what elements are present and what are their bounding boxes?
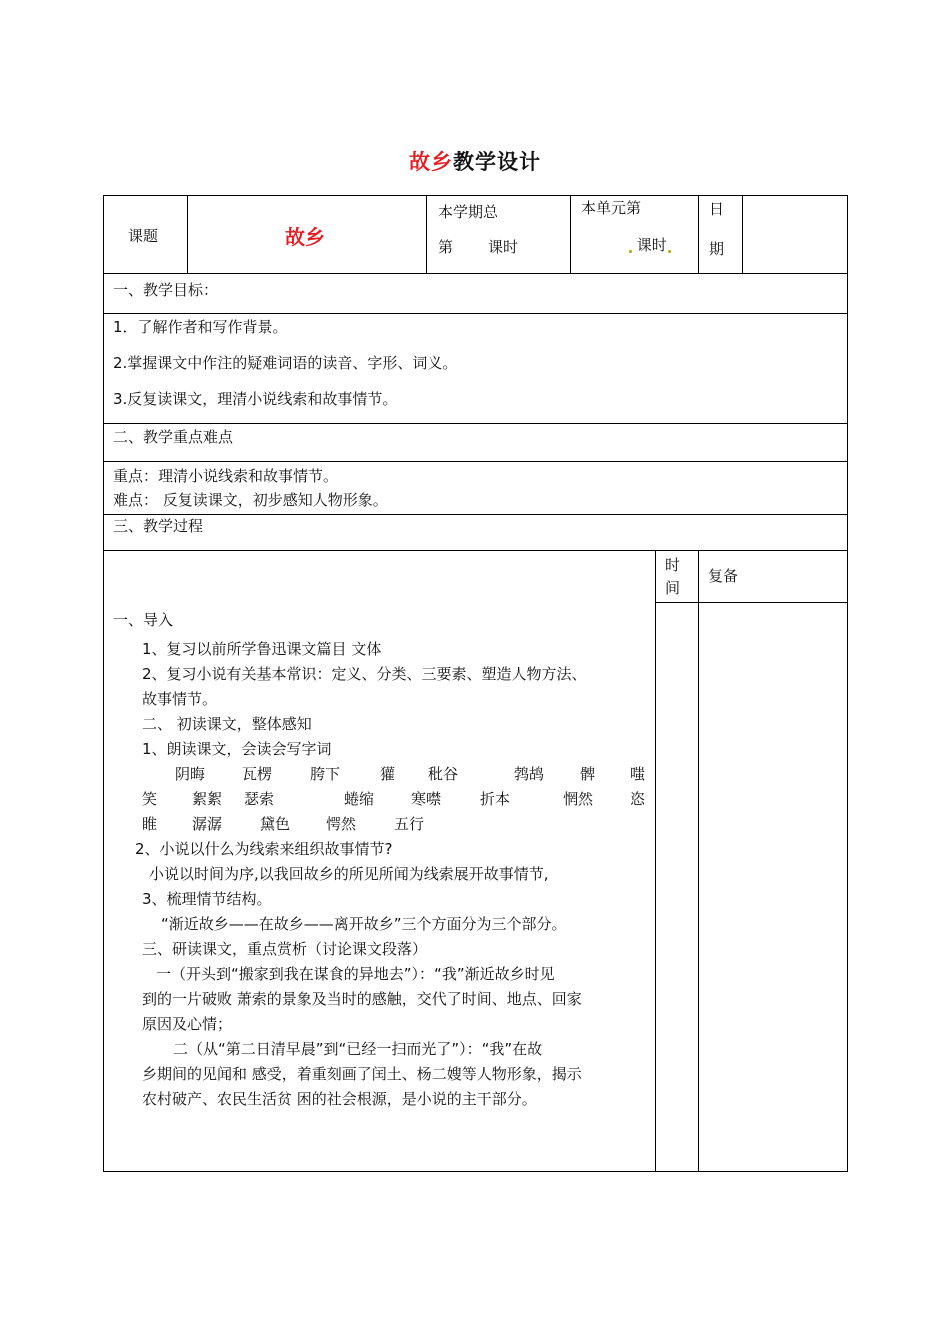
word-item: 折本 <box>480 790 511 808</box>
focus-heading: 二、教学重点难点 <box>113 428 234 446</box>
word-item: 愕然 <box>326 815 357 833</box>
unit-class-label: 课时 <box>628 238 671 253</box>
row-divider <box>104 423 847 424</box>
focus-difficulty: 难点： 反复读课文，初步感知人物形象。 <box>113 491 388 509</box>
time-col-label-2: 间 <box>665 579 681 597</box>
word-item: 鹁鸪 <box>514 765 545 783</box>
goal-item-2: 2.掌握课文中作注的疑难词语的读音、字形、词义。 <box>113 354 458 372</box>
process-line: 乡期间的见闻和 感受，着重刻画了闰土、杨二嫂等人物形象，揭示 <box>142 1065 582 1083</box>
word-item: 絮絮 <box>192 790 223 808</box>
col-divider <box>570 196 571 273</box>
document-title <box>0 146 950 176</box>
word-item: 潺潺 <box>192 815 223 833</box>
lesson-plan-table <box>103 195 848 1172</box>
word-item: 瓦楞 <box>242 765 273 783</box>
mark-dot <box>668 250 671 253</box>
word-item: 五行 <box>394 815 425 833</box>
word-item: 惘然 <box>563 790 594 808</box>
process-line: “渐近故乡——在故乡——离开故乡”三个方面分为三个部分。 <box>161 915 567 933</box>
word-item: 寒噤 <box>411 790 442 808</box>
word-item: 胯下 <box>310 765 341 783</box>
col-divider <box>698 550 699 1171</box>
col-divider <box>187 196 188 273</box>
row-divider <box>104 514 847 515</box>
word-item: 秕谷 <box>428 765 459 783</box>
date-label-2: 期 <box>709 240 725 258</box>
row-divider <box>104 273 847 274</box>
word-item: 笑 <box>142 790 158 808</box>
word-item: 嗤 <box>630 765 646 783</box>
process-line: 故事情节。 <box>142 690 218 708</box>
process-line: 1、朗读课文，会读会写字词 <box>142 740 332 758</box>
unit-label: 本单元第 <box>581 199 642 217</box>
title-rest-part: 教学设计 <box>453 150 541 174</box>
goals-heading: 一、教学目标： <box>113 281 219 299</box>
word-row-3 <box>104 817 654 835</box>
word-item: 阴晦 <box>175 765 206 783</box>
word-item: 瑟索 <box>244 790 275 808</box>
col-divider <box>655 550 656 1171</box>
process-line: 农村破产、农民生活贫 困的社会根源，是小说的主干部分。 <box>142 1090 537 1108</box>
word-row-2 <box>104 792 654 810</box>
word-item: 黛色 <box>260 815 291 833</box>
time-col-label-1: 时 <box>665 556 681 574</box>
row-divider <box>104 461 847 462</box>
word-row-1 <box>104 767 654 785</box>
goal-item-1: 1．了解作者和写作背景。 <box>113 318 288 336</box>
semester-total-label: 本学期总 <box>438 203 499 221</box>
process-line: 1、复习以前所学鲁迅课文篇目 文体 <box>142 640 382 658</box>
semester-class-label: 课时 <box>488 238 519 256</box>
col-divider <box>698 196 699 273</box>
process-line: 原因及心情； <box>142 1015 233 1033</box>
keti-value: 故乡 <box>285 225 325 249</box>
row-divider <box>104 313 847 314</box>
process-line: 小说以时间为序,以我回故乡的所见所闻为线索展开故事情节, <box>149 865 549 883</box>
row-divider <box>104 550 847 551</box>
process-line: 2、小说以什么为线索来组织故事情节? <box>135 840 393 858</box>
word-item: 睢 <box>142 815 158 833</box>
row-divider <box>655 602 848 603</box>
process-line: 一（开头到“搬家到我在谋食的异地去”）：“我”渐近故乡时见 <box>156 965 555 983</box>
review-col-label: 复备 <box>708 567 739 585</box>
process-line: 2、复习小说有关基本常识：定义、分类、三要素、塑造人物方法、 <box>142 665 587 683</box>
title-red-part: 故乡 <box>409 150 453 174</box>
word-item: 蜷缩 <box>344 790 375 808</box>
semester-di-label: 第 <box>438 238 454 256</box>
process-line: 到的一片破败 萧索的景象及当时的感触，交代了时间、地点、回家 <box>142 990 582 1008</box>
process-line: 二、 初读课文，整体感知 <box>142 715 312 733</box>
word-item: 獾 <box>380 765 396 783</box>
process-line: 二（从“第二日清早晨”到“已经一扫而光了”）：“我”在故 <box>173 1040 543 1058</box>
word-item: 髀 <box>580 765 596 783</box>
process-line: 一、导入 <box>113 611 174 629</box>
col-divider <box>426 196 427 273</box>
mark-dot <box>629 250 632 253</box>
date-label-1: 日 <box>709 200 725 218</box>
goal-item-3: 3.反复读课文，理清小说线索和故事情节。 <box>113 390 398 408</box>
keti-label: 课题 <box>128 227 159 245</box>
word-item: 恣 <box>630 790 646 808</box>
process-heading: 三、教学过程 <box>113 517 204 535</box>
focus-key: 重点：理清小说线索和故事情节。 <box>113 467 339 485</box>
col-divider <box>742 196 743 273</box>
process-line: 三、研读课文，重点赏析（讨论课文段落） <box>142 940 428 958</box>
process-line: 3、梳理情节结构。 <box>142 890 272 908</box>
